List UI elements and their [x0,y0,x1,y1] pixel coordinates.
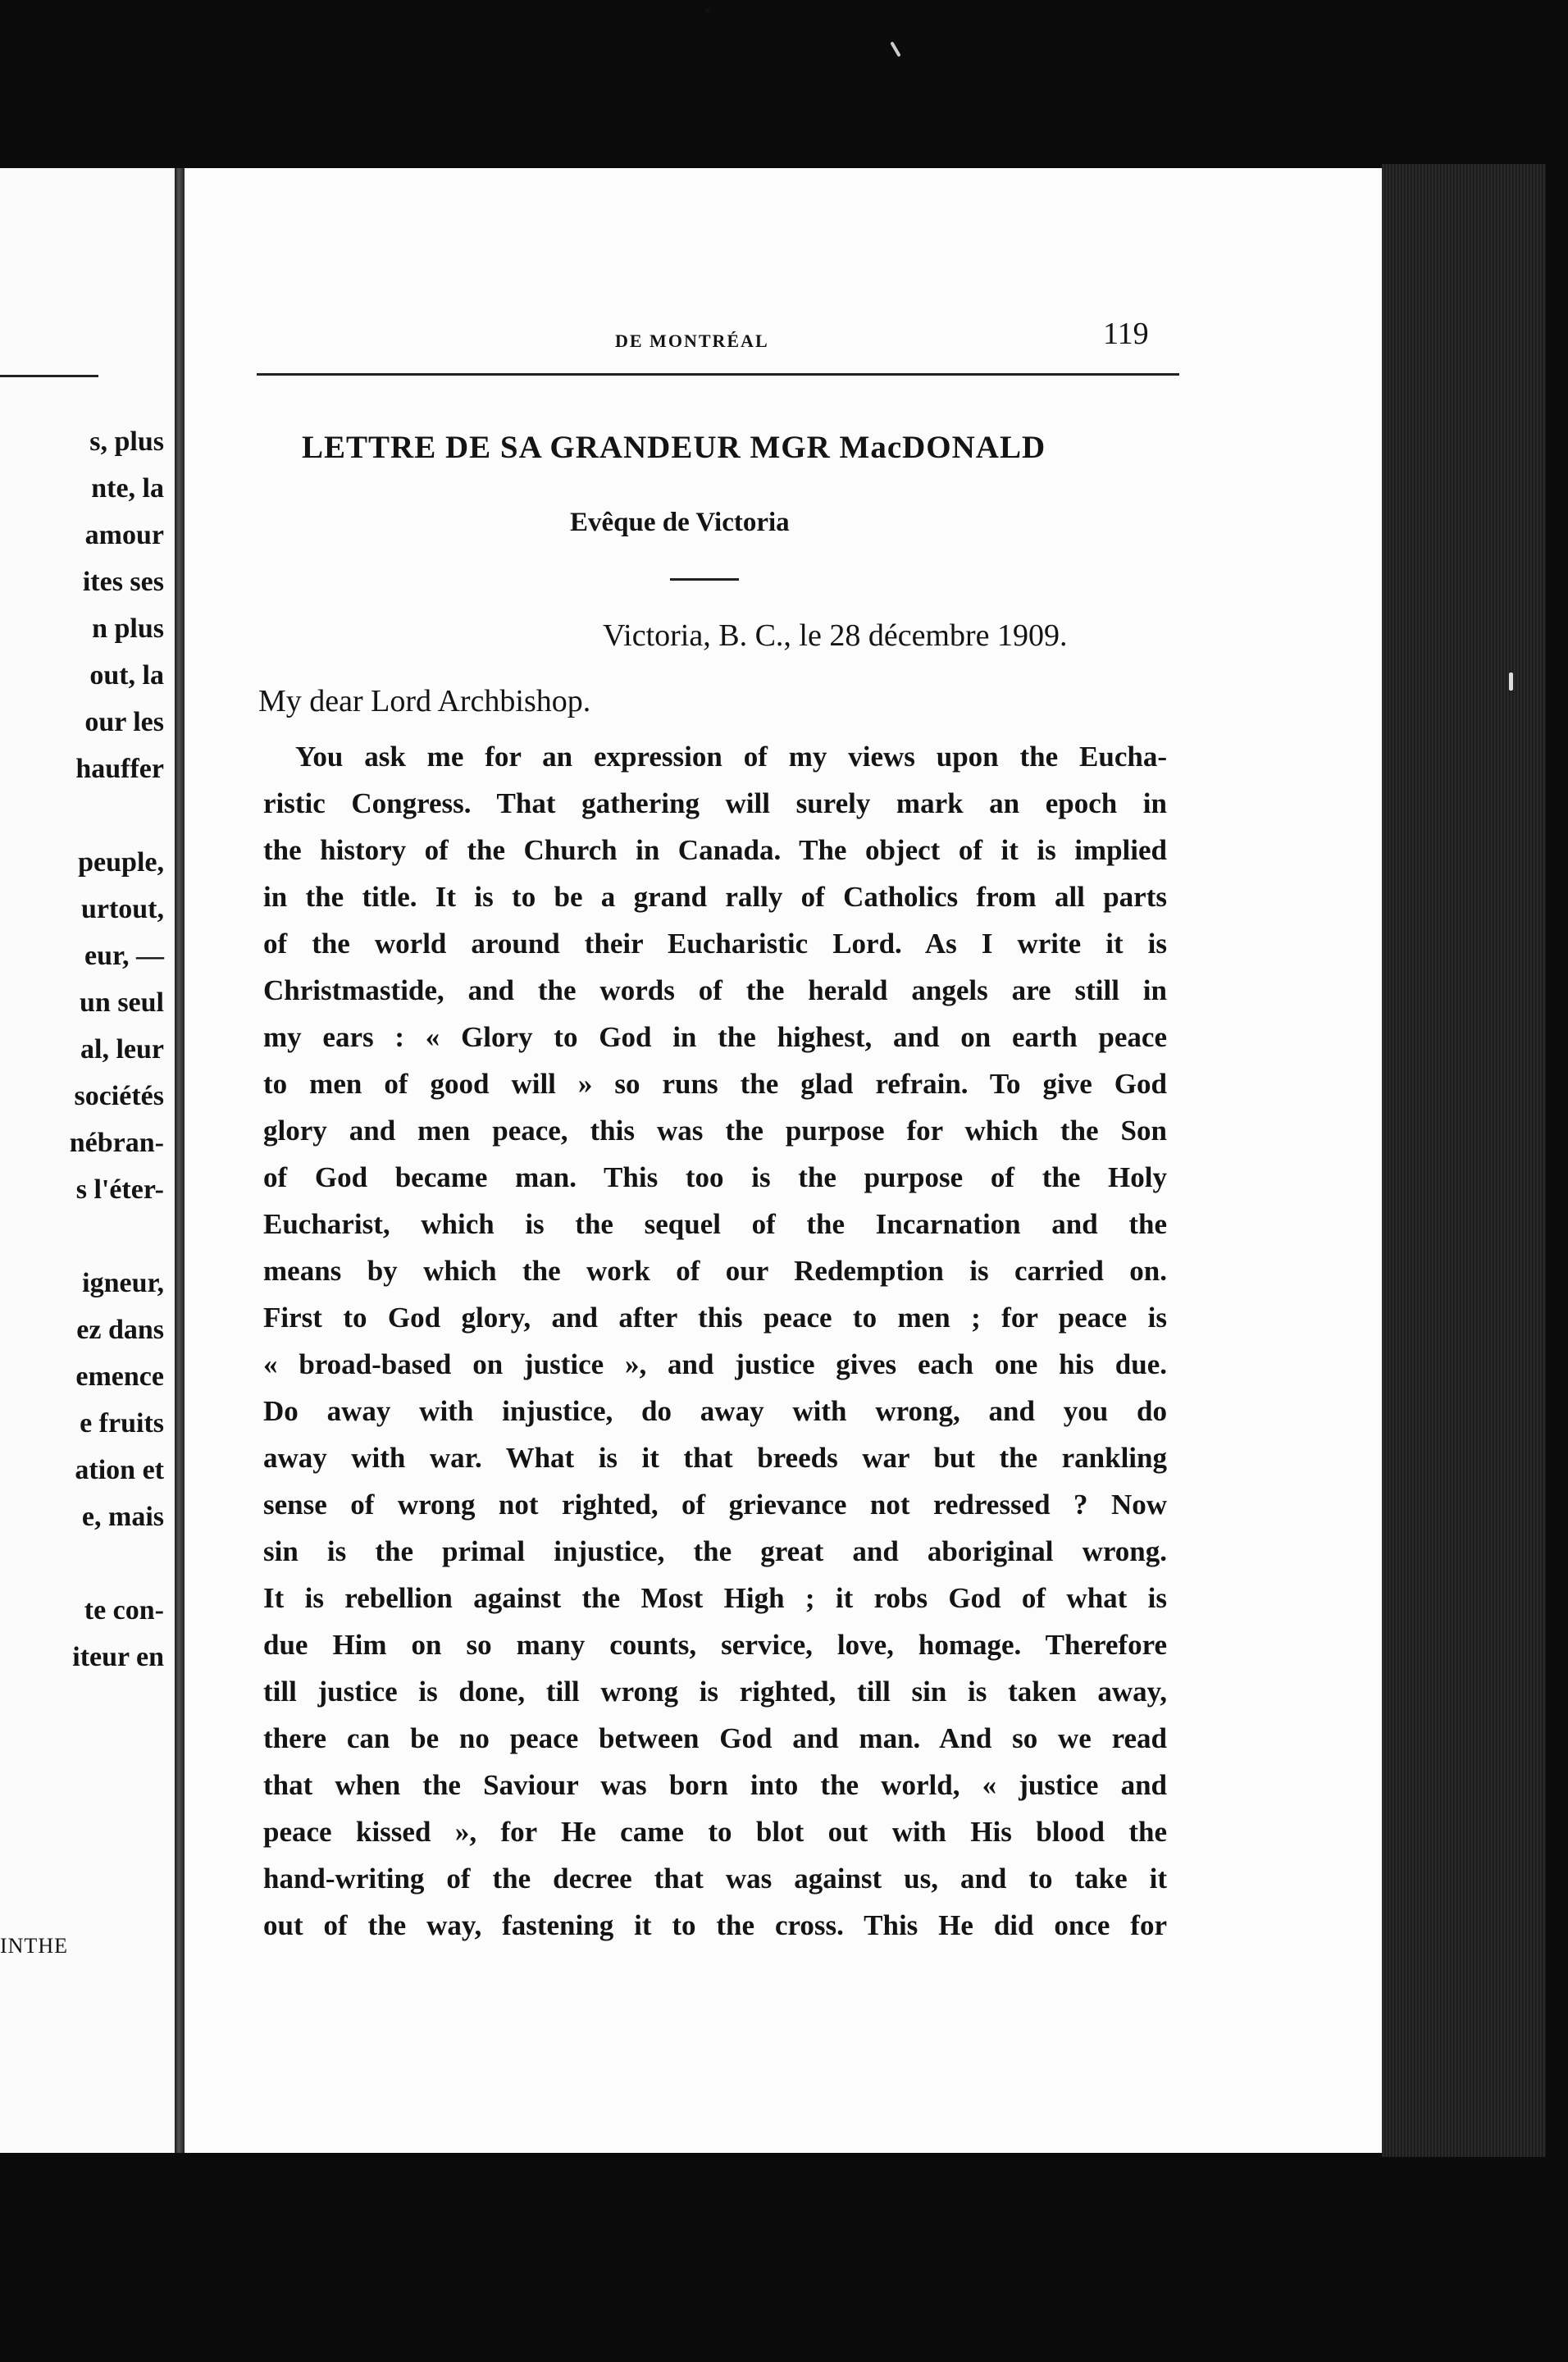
left-page-line: s, plus [89,426,164,457]
letter-line: means by which the work of our Redemption is carried on. [263,1255,1167,1287]
letter-salutation: My dear Lord Archbishop. [258,684,591,718]
left-page-line: ites ses [82,567,164,597]
letter-line: Christmastide, and the words of the herald angels are still in [263,974,1167,1006]
left-page-line: un seul [80,987,164,1018]
left-page-rule [0,375,98,377]
header-rule [257,373,1179,376]
left-page-line: sociétés [74,1081,164,1111]
left-page-line: igneur, [82,1268,164,1298]
speck-mark [705,8,710,13]
left-page-line: e, mais [81,1502,164,1532]
letter-line: my ears : « Glory to God in the highest, and on earth peace [263,1021,1167,1053]
left-page-line: emence [75,1361,164,1392]
letter-line: out of the way, fastening it to the cross. This He did once for [263,1909,1167,1941]
left-page-line: hauffer [75,754,164,784]
letter-subtitle: Evêque de Victoria [570,508,790,537]
letter-line: sense of wrong not righted, of grievance not redressed ? Now [263,1489,1167,1521]
left-page-line: te con- [84,1595,164,1626]
letter-line: due Him on so many counts, service, love, homage. Therefore [263,1629,1167,1661]
letter-line: « broad-based on justice », and justice gives each one his due. [263,1348,1167,1380]
letter-line: of the world around their Eucharistic Lord. As I write it is [263,928,1167,960]
letter-line: First to God glory, and after this peace to men ; for peace is [263,1302,1167,1334]
left-page-line: urtout, [80,894,164,924]
letter-line: You ask me for an expression of my views upon the Eucha- [295,741,1167,773]
previous-page [0,168,175,2153]
letter-line: It is rebellion against the Most High ; it robs God of what is [263,1582,1167,1614]
title-separator [670,578,739,581]
left-page-line: out, la [89,660,164,691]
letter-line: the history of the Church in Canada. The object of it is implied [263,834,1167,866]
left-page-line: n plus [92,613,164,644]
letter-line: Eucharist, which is the sequel of the Incarnation and the [263,1208,1167,1240]
left-page-footer: INTHE [0,1934,68,1958]
letter-line: till justice is done, till wrong is righted, till sin is taken away, [263,1676,1167,1708]
left-page-line: nébran- [69,1128,164,1158]
left-page-line: amour [84,520,164,550]
letter-line: to men of good will » so runs the glad refrain. To give God [263,1068,1167,1100]
running-head: DE MONTRÉAL [615,331,769,351]
page-number: 119 [1103,317,1149,351]
letter-dateline: Victoria, B. C., le 28 décembre 1909. [603,618,1068,653]
book-gutter [175,168,185,2153]
letter-line: that when the Saviour was born into the world, « justice and [263,1769,1167,1801]
page-block-edge [1382,164,1546,2157]
letter-line: away with war. What is it that breeds war but the rankling [263,1442,1167,1474]
left-page-line: al, leur [80,1034,164,1065]
left-page-line: peuple, [78,847,164,878]
letter-title: LETTRE DE SA GRANDEUR MGR MacDONALD [302,430,1046,465]
left-page-line: ation et [75,1455,164,1485]
left-page-line: nte, la [91,473,164,504]
left-page-line: e fruits [80,1408,164,1439]
speck-mark [890,41,900,57]
letter-line: peace kissed », for He came to blot out with His blood the [263,1816,1167,1848]
letter-line: sin is the primal injustice, the great and aboriginal wrong. [263,1535,1167,1567]
current-page [185,168,1382,2153]
page-header [185,168,1382,390]
speck-mark [1509,673,1513,691]
left-page-line: ez dans [76,1315,164,1345]
letter-line: there can be no peace between God and man. And so we read [263,1722,1167,1754]
letter-line: Do away with injustice, do away with wrong, and you do [263,1395,1167,1427]
left-page-line: eur, — [84,941,164,971]
letter-line: glory and men peace, this was the purpose for which the Son [263,1115,1167,1147]
left-page-line: iteur en [72,1642,164,1672]
left-page-line: s l'éter- [75,1174,164,1205]
letter-line: hand-writing of the decree that was against us, and to take it [263,1863,1167,1895]
letter-line: in the title. It is to be a grand rally of Catholics from all parts [263,881,1167,913]
letter-line: ristic Congress. That gathering will surely mark an epoch in [263,787,1167,819]
letter-line: of God became man. This too is the purpose of the Holy [263,1161,1167,1193]
left-page-line: our les [84,707,164,737]
